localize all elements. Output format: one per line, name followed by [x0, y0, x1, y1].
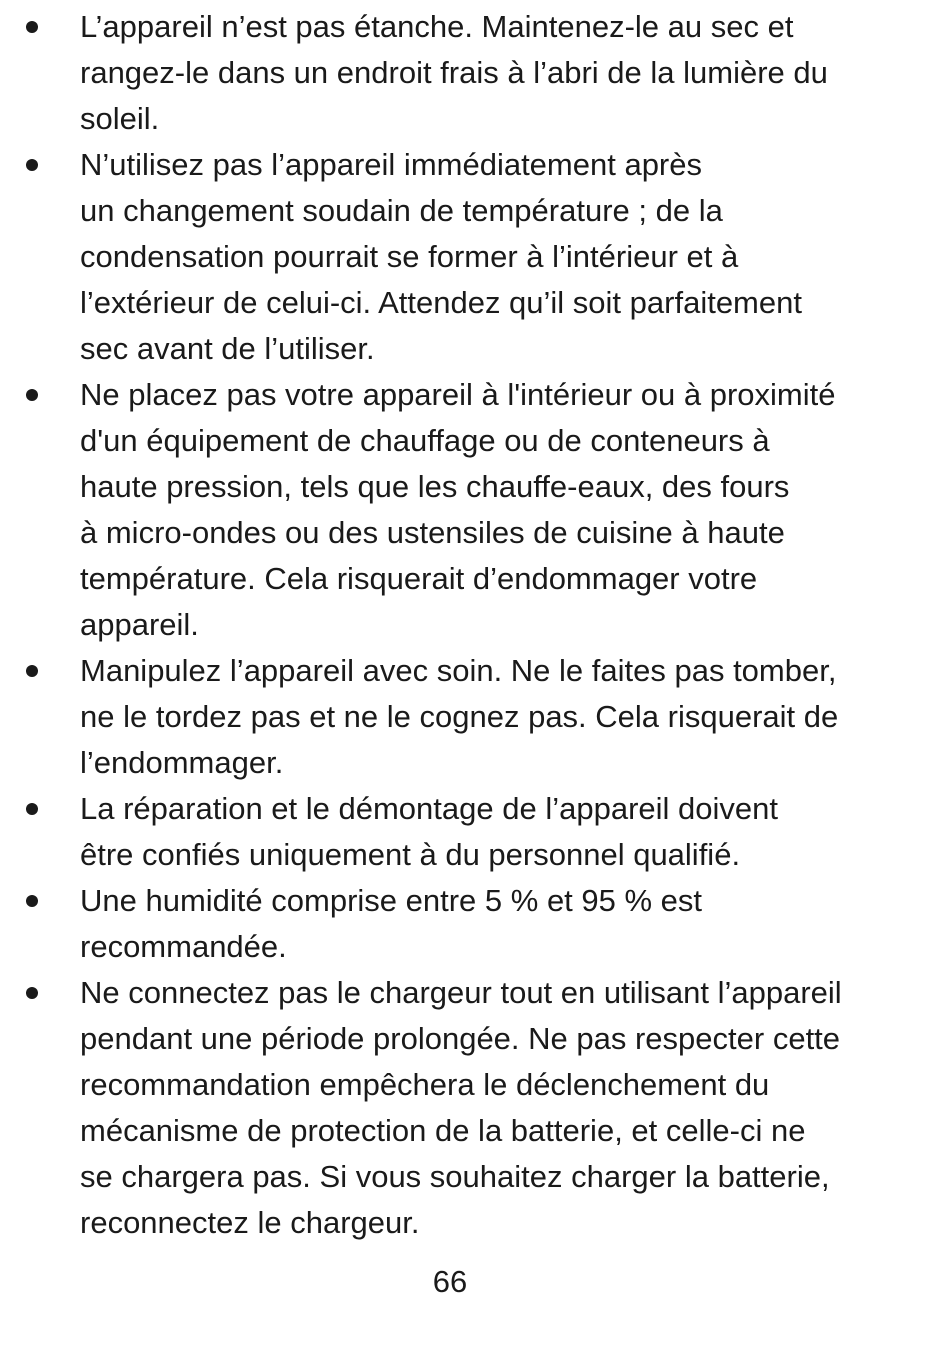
bullet-line: mécanisme de protection de la batterie, et celle-ci ne	[80, 1113, 806, 1148]
bullet-line: condensation pourrait se former à l’intérieur et à	[80, 239, 739, 274]
bullet-item-humidity	[0, 878, 950, 970]
bullet-item-charger	[0, 970, 950, 1246]
bullet-line: d'un équipement de chauffage ou de conteneurs à	[80, 423, 770, 458]
bullet-line: ne le tordez pas et ne le cognez pas. Cela risquerait de	[80, 699, 839, 734]
bullet-icon	[26, 665, 38, 677]
bullet-line: haute pression, tels que les chauffe-eaux, des fours	[80, 469, 790, 504]
bullet-line: sec avant de l’utiliser.	[80, 331, 375, 366]
bullet-line: rangez-le dans un endroit frais à l’abri de la lumière du	[80, 55, 828, 90]
bullet-line: recommandation empêchera le déclenchement du	[80, 1067, 770, 1102]
bullet-line: être confiés uniquement à du personnel qualifié.	[80, 837, 741, 872]
bullet-line: à micro-ondes ou des ustensiles de cuisine à haute	[80, 515, 785, 550]
bullet-line: Manipulez l’appareil avec soin. Ne le faites pas tomber,	[80, 653, 837, 688]
bullet-line: Ne connectez pas le chargeur tout en utilisant l’appareil	[80, 975, 842, 1010]
bullet-icon	[26, 159, 38, 171]
bullet-item-handle-with-care	[0, 648, 950, 786]
safety-bullet-list	[0, 4, 950, 1246]
bullet-line: N’utilisez pas l’appareil immédiatement après	[80, 147, 702, 182]
bullet-icon	[26, 987, 38, 999]
bullet-line: se chargera pas. Si vous souhaitez charger la batterie,	[80, 1159, 830, 1194]
bullet-line: soleil.	[80, 101, 160, 136]
bullet-line: recommandée.	[80, 929, 287, 964]
bullet-item-waterproof	[0, 4, 950, 142]
bullet-line: Ne placez pas votre appareil à l'intérieur ou à proximité	[80, 377, 836, 412]
bullet-icon	[26, 21, 38, 33]
bullet-line: Une humidité comprise entre 5 % et 95 % est	[80, 883, 703, 918]
bullet-line: l’extérieur de celui-ci. Attendez qu’il soit parfaitement	[80, 285, 802, 320]
bullet-icon	[26, 803, 38, 815]
bullet-line: reconnectez le chargeur.	[80, 1205, 420, 1240]
bullet-item-repair	[0, 786, 950, 878]
bullet-item-temperature-change	[0, 142, 950, 372]
bullet-line: pendant une période prolongée. Ne pas respecter cette	[80, 1021, 841, 1056]
bullet-icon	[26, 895, 38, 907]
bullet-line: l’endommager.	[80, 745, 284, 780]
bullet-line: température. Cela risquerait d’endommager votre	[80, 561, 758, 596]
bullet-line: un changement soudain de température ; de la	[80, 193, 723, 228]
bullet-line: La réparation et le démontage de l’appareil doivent	[80, 791, 778, 826]
bullet-icon	[26, 389, 38, 401]
bullet-line: L’appareil n’est pas étanche. Maintenez-le au sec et	[80, 9, 794, 44]
bullet-item-heat-sources	[0, 372, 950, 648]
bullet-line: appareil.	[80, 607, 199, 642]
page-number: 66	[432, 1264, 468, 1299]
